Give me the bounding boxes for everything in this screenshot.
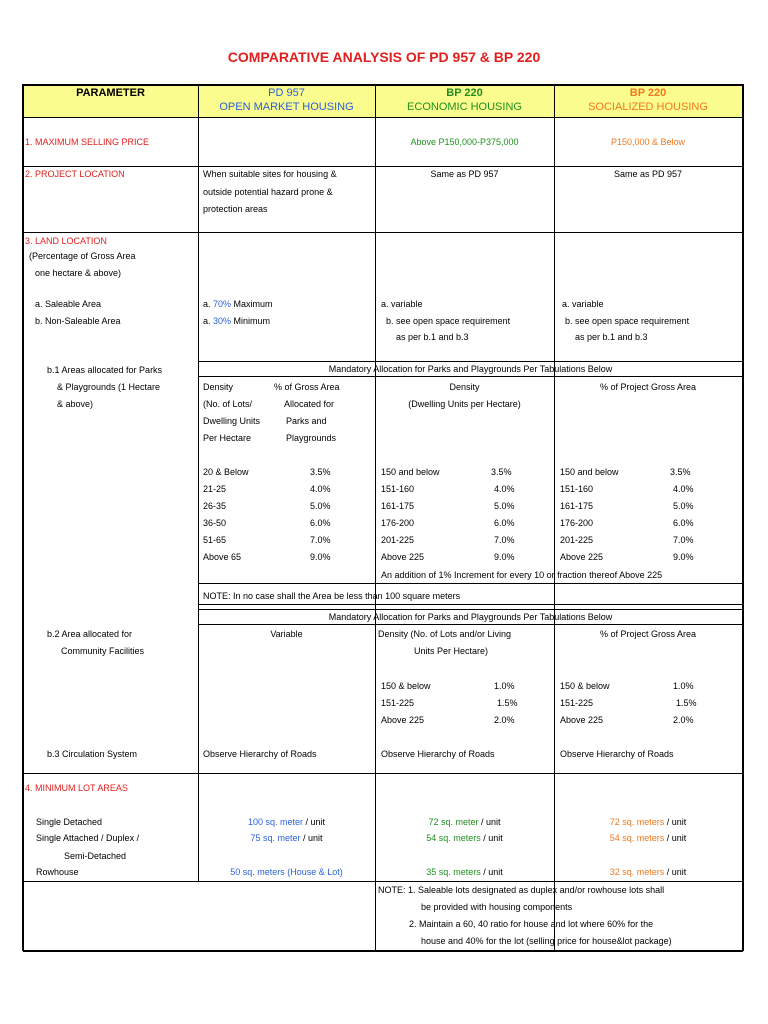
table-cell: 2.0% xyxy=(494,715,515,725)
b1-label-line: & Playgrounds (1 Hectare xyxy=(57,382,161,392)
table-cell: 151-225 xyxy=(381,698,415,708)
table-cell: 1.5% xyxy=(497,698,518,708)
table-cell: Above 225 xyxy=(560,552,604,562)
s4-econ-single-attached: 54 sq. meters / unit xyxy=(426,833,503,843)
area-note: NOTE: In no case shall the Area be less than 100 square meters xyxy=(203,591,461,601)
table-cell: 3.5% xyxy=(491,467,512,477)
s3-soc-saleable: a. variable xyxy=(562,299,604,309)
table-cell: 176-200 xyxy=(381,518,415,528)
note-1: NOTE: 1. Saleable lots designated as duplex and/or rowhouse lots shall xyxy=(378,885,665,895)
b1-pd-density-head: Per Hectare xyxy=(203,433,252,443)
table-cell: 2.0% xyxy=(673,715,694,725)
b2-econ-head: Units Per Hectare) xyxy=(414,646,489,656)
s3-econ-nonsaleable: b. see open space requirement xyxy=(386,316,511,326)
table-cell: 9.0% xyxy=(494,552,515,562)
s2-economic: Same as PD 957 xyxy=(430,169,499,179)
s2-pd-line: outside potential hazard prone & xyxy=(203,187,333,197)
s4-econ-rowhouse: 35 sq. meters / unit xyxy=(426,867,503,877)
s3-soc-nonsaleable: b. see open space requirement xyxy=(565,316,690,326)
s4-pd-single-attached: 75 sq. meter / unit xyxy=(250,833,323,843)
table-cell: 26-35 xyxy=(203,501,227,511)
b3-label: b.3 Circulation System xyxy=(47,749,138,759)
table-cell: 3.5% xyxy=(310,467,331,477)
b2-soc-head: % of Project Gross Area xyxy=(599,629,697,639)
s3-label: 3. LAND LOCATION xyxy=(25,236,107,246)
header-pd957-sub: OPEN MARKET HOUSING xyxy=(219,101,354,113)
s1-label: 1. MAXIMUM SELLING PRICE xyxy=(25,137,150,147)
b1-pd-pct-head: Parks and xyxy=(286,416,327,426)
header-bp220-socialized: BP 220 xyxy=(629,87,667,99)
b1-pd-density-head: Dwelling Units xyxy=(203,416,261,426)
table-cell: Above 65 xyxy=(203,552,242,562)
table-cell: 9.0% xyxy=(310,552,331,562)
b2-label-line: Community Facilities xyxy=(61,646,145,656)
table-cell: 176-200 xyxy=(560,518,594,528)
b1-label-line: & above) xyxy=(57,399,94,409)
table-cell: 150 & below xyxy=(560,681,610,691)
table-cell: 151-160 xyxy=(560,484,594,494)
b2-mandatory-caption: Mandatory Allocation for Parks and Playgrounds Per Tabulations Below xyxy=(328,612,613,622)
s3-soc-nonsaleable-ref: as per b.1 and b.3 xyxy=(575,332,648,342)
table-cell: 36-50 xyxy=(203,518,227,528)
s2-socialized: Same as PD 957 xyxy=(613,169,683,179)
s4-pd-single-detached: 100 sq. meter / unit xyxy=(247,817,326,827)
b1-pd-pct-head: Allocated for xyxy=(284,399,335,409)
table-cell: 1.0% xyxy=(673,681,694,691)
s3-econ-nonsaleable-ref: as per b.1 and b.3 xyxy=(396,332,469,342)
table-cell: 150 and below xyxy=(381,467,440,477)
header-bp220-economic: BP 220 xyxy=(446,87,483,99)
table-cell: Above 225 xyxy=(381,552,425,562)
b3-pd: Observe Hierarchy of Roads xyxy=(203,749,317,759)
b1-pd-density-head: Density xyxy=(203,382,234,392)
s1-socialized: P150,000 & Below xyxy=(610,137,686,147)
table-cell: 151-160 xyxy=(381,484,415,494)
b1-mandatory-caption: Mandatory Allocation for Parks and Playgrounds Per Tabulations Below xyxy=(328,364,613,374)
table-cell: 5.0% xyxy=(494,501,515,511)
table-cell: 201-225 xyxy=(560,535,594,545)
s2-pd-line: protection areas xyxy=(203,204,268,214)
header-pd957: PD 957 xyxy=(268,87,305,99)
table-cell: 5.0% xyxy=(310,501,331,511)
b2-pd-variable: Variable xyxy=(270,629,303,639)
s4-econ-single-detached: 72 sq. meter / unit xyxy=(428,817,501,827)
table-cell: 6.0% xyxy=(310,518,331,528)
table-cell: 9.0% xyxy=(673,552,694,562)
table-cell: 150 and below xyxy=(560,467,619,477)
s4-rowhouse-label: Rowhouse xyxy=(36,867,79,877)
b1-econ-head: Density xyxy=(449,382,480,392)
table-cell: 7.0% xyxy=(673,535,694,545)
s3-nonsaleable-label: b. Non-Saleable Area xyxy=(35,316,121,326)
table-cell: 1.0% xyxy=(494,681,515,691)
table-cell: 7.0% xyxy=(494,535,515,545)
note-1-continued: be provided with housing components xyxy=(421,902,573,912)
note-2-continued: house and 40% for the lot (selling price for house&lot package) xyxy=(421,936,672,946)
table-cell: 150 & below xyxy=(381,681,431,691)
header-parameter: PARAMETER xyxy=(76,87,145,99)
b3-soc: Observe Hierarchy of Roads xyxy=(560,749,674,759)
s4-semi-detached-label: Semi-Detached xyxy=(64,851,127,861)
header-economic-sub: ECONOMIC HOUSING xyxy=(407,101,522,113)
s4-label: 4. MINIMUM LOT AREAS xyxy=(25,783,128,793)
s3-econ-saleable: a. variable xyxy=(381,299,423,309)
table-cell: 5.0% xyxy=(673,501,694,511)
header-socialized-sub: SOCIALIZED HOUSING xyxy=(588,101,708,113)
s1-economic: Above P150,000-P375,000 xyxy=(410,137,519,147)
note-2: 2. Maintain a 60, 40 ratio for house and lot where 60% for the xyxy=(409,919,654,929)
b1-pd-density-head: (No. of Lots/ xyxy=(203,399,253,409)
s4-single-attached-label: Single Attached / Duplex / xyxy=(36,833,140,843)
table-cell: 51-65 xyxy=(203,535,227,545)
table-cell: 4.0% xyxy=(310,484,331,494)
s3-sub-line: one hectare & above) xyxy=(35,268,122,278)
s2-pd-line: When suitable sites for housing & xyxy=(203,169,337,179)
s4-soc-rowhouse: 32 sq. meters / unit xyxy=(609,867,687,877)
s2-label: 2. PROJECT LOCATION xyxy=(25,169,125,179)
b1-soc-head: % of Project Gross Area xyxy=(599,382,697,392)
table-cell: 161-175 xyxy=(381,501,415,511)
table-cell: 20 & Below xyxy=(203,467,249,477)
b1-pd-pct-head: % of Gross Area xyxy=(274,382,340,392)
table-cell: 201-225 xyxy=(381,535,415,545)
b3-econ: Observe Hierarchy of Roads xyxy=(381,749,495,759)
b2-econ-head: Density (No. of Lots and/or Living xyxy=(378,629,512,639)
table-cell: 4.0% xyxy=(494,484,515,494)
s4-pd-rowhouse: 50 sq. meters (House & Lot) xyxy=(230,867,343,877)
table-cell: 3.5% xyxy=(670,467,691,477)
table-cell: 161-175 xyxy=(560,501,594,511)
table-cell: 1.5% xyxy=(676,698,697,708)
s3-pd-nonsaleable: a. 30% Minimum xyxy=(203,316,271,326)
s4-soc-single-detached: 72 sq. meters / unit xyxy=(609,817,687,827)
table-cell: 6.0% xyxy=(673,518,694,528)
increment-note: An addition of 1% Increment for every 10 or fraction thereof Above 225 xyxy=(381,570,663,580)
table-cell: Above 225 xyxy=(381,715,425,725)
s3-saleable-label: a. Saleable Area xyxy=(35,299,102,309)
table-cell: 21-25 xyxy=(203,484,227,494)
b1-label-line: b.1 Areas allocated for Parks xyxy=(47,365,163,375)
table-cell: 6.0% xyxy=(494,518,515,528)
b2-label-line: b.2 Area allocated for xyxy=(47,629,133,639)
table-cell: 7.0% xyxy=(310,535,331,545)
table-cell: 151-225 xyxy=(560,698,594,708)
s3-sub-line: (Percentage of Gross Area xyxy=(29,251,136,261)
table-cell: 4.0% xyxy=(673,484,694,494)
s3-pd-saleable: a. 70% Maximum xyxy=(203,299,273,309)
s4-single-detached-label: Single Detached xyxy=(36,817,103,827)
b1-pd-pct-head: Playgrounds xyxy=(286,433,337,443)
b1-econ-head: (Dwelling Units per Hectare) xyxy=(408,399,521,409)
s4-soc-single-attached: 54 sq. meters / unit xyxy=(609,833,687,843)
table-cell: Above 225 xyxy=(560,715,604,725)
document-title: COMPARATIVE ANALYSIS OF PD 957 & BP 220 xyxy=(227,49,541,65)
